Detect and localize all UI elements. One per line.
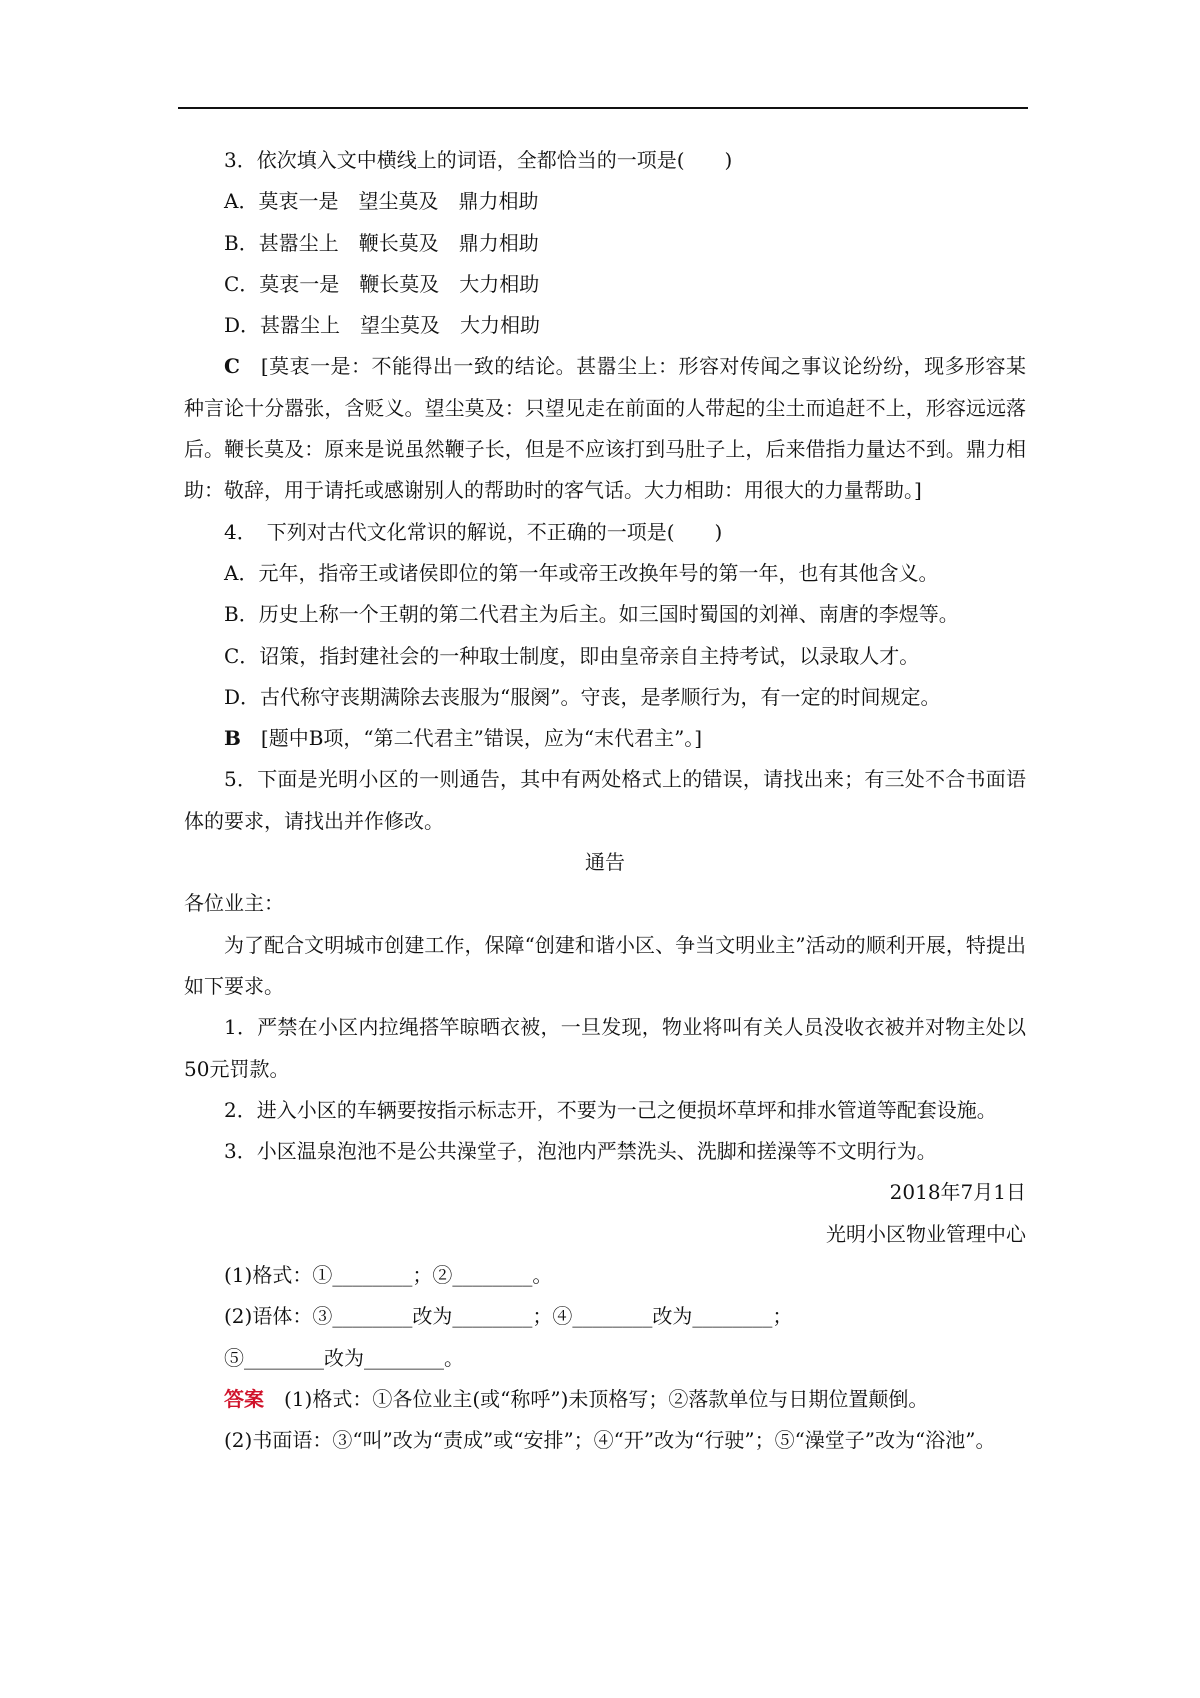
q3-option-d: D．甚嚣尘上 望尘莫及 大力相助 <box>224 313 541 338</box>
notice-item-1: 1．严禁在小区内拉绳搭竿晾晒衣被，一旦发现，物业将叫有关人员没收衣被并对物主处以50元罚款。 <box>184 1015 1026 1081</box>
q4-stem: 4． 下列对古代文化常识的解说，不正确的一项是( ) <box>224 519 723 544</box>
q3-answer-letter: C <box>224 354 240 379</box>
q5-answer-style: (2)书面语：③“叫”改为“责成”或“安排”；④“开”改为“行驶”；⑤“澡堂子”改为“浴池”。 <box>224 1428 996 1453</box>
q3-option-a: A．莫衷一是 望尘莫及 鼎力相助 <box>224 189 539 214</box>
notice-title: 通告 <box>585 850 625 875</box>
q5-answer-format-text: (1)格式：①各位业主(或“称呼”)未顶格写；②落款单位与日期位置颠倒。 <box>284 1386 929 1411</box>
q3-explanation <box>184 346 1026 511</box>
q5-stem: 5．下面是光明小区的一则通告，其中有两处格式上的错误，请找出来；有三处不合书面语体的要求，请找出并作修改。 <box>184 767 1026 833</box>
header-rule <box>178 107 1028 109</box>
notice-item-3: 3．小区温泉泡池不是公共澡堂子，泡池内严禁洗头、洗脚和搓澡等不文明行为。 <box>224 1139 937 1164</box>
document-body <box>184 140 1026 1462</box>
q3-stem: 3．依次填入文中横线上的词语，全都恰当的一项是( ) <box>224 148 733 172</box>
q5-blank-style: (2)语体：③________改为________；④________改为________； <box>224 1304 793 1329</box>
q5-blank-style-cont: ⑤________改为________。 <box>224 1345 464 1370</box>
notice-issuer: 光明小区物业管理中心 <box>826 1221 1026 1246</box>
q4-option-d: D．古代称守丧期满除去丧服为“服阕”。守丧，是孝顺行为，有一定的时间规定。 <box>224 684 941 709</box>
q4-explanation <box>184 718 1026 759</box>
q4-option-b: B．历史上称一个王朝的第二代君主为后主。如三国时蜀国的刘禅、南唐的李煜等。 <box>224 602 959 627</box>
q4-option-a: A．元年，指帝王或诸侯即位的第一年或帝王改换年号的第一年，也有其他含义。 <box>224 560 939 585</box>
notice-intro: 为了配合文明城市创建工作，保障“创建和谐小区、争当文明业主”活动的顺利开展，特提出如下要求。 <box>184 932 1026 998</box>
q5-blank-format: (1)格式：①________；②________。 <box>224 1263 553 1288</box>
q5-answer-format <box>184 1379 1026 1420</box>
answer-label: 答案 <box>224 1386 264 1411</box>
q3-option-b: B．甚嚣尘上 鞭长莫及 鼎力相助 <box>224 230 539 255</box>
q4-explanation-text: [题中B项，“第二代君主”错误，应为“末代君主”。] <box>260 726 703 751</box>
notice-date: 2018年7月1日 <box>889 1180 1026 1205</box>
q4-answer-letter: B <box>224 726 241 751</box>
notice-salutation: 各位业主： <box>184 891 284 916</box>
q4-option-c: C．诏策，指封建社会的一种取士制度，即由皇帝亲自主持考试，以录取人才。 <box>224 643 920 668</box>
q3-explanation-text: [莫衷一是：不能得出一致的结论。甚嚣尘上：形容对传闻之事议论纷纷，现多形容某种言论十分嚣张，含贬义。望尘莫及：只望见走在前面的人带起的尘土而追赶不上，形容远远落后。鞭长莫及：原来是说虽然鞭子长，但是不应该打到马肚子上，后来借指力量达不到。鼎力相助：敬辞，用于请托或感谢别人的帮助时的客气话。大力相助：用很大的力量帮助。] <box>184 354 1026 503</box>
q3-option-c: C．莫衷一是 鞭长莫及 大力相助 <box>224 271 540 296</box>
notice-item-2: 2．进入小区的车辆要按指示标志开，不要为一己之便损坏草坪和排水管道等配套设施。 <box>224 1097 997 1122</box>
